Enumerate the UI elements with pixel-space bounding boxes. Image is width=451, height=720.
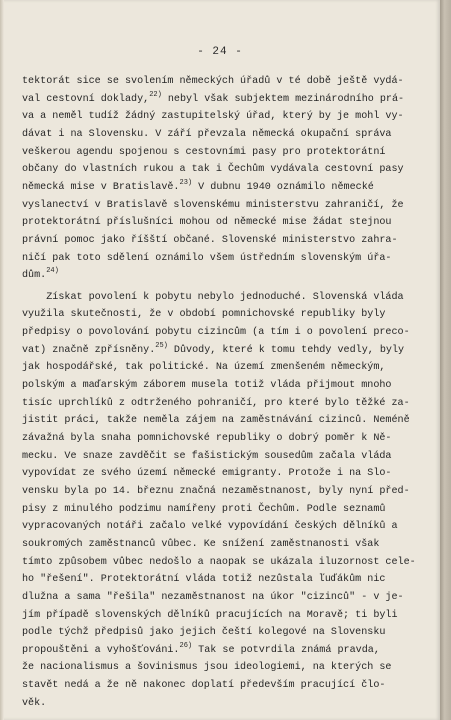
line-text: veškerou agendu spojenou s cestovními pasy pro protektorátní [22, 146, 386, 158]
text-line [22, 217, 392, 228]
line-text-continued: Tak se potvrdila známá pravda, [192, 644, 380, 656]
page-edge-stack [440, 0, 451, 720]
text-line [22, 327, 410, 338]
text-line [22, 235, 398, 246]
line-text: va a neměl tudíž žádný zastupitelský úřad, který by je mohl vy- [22, 111, 404, 123]
line-text: dům. [22, 270, 47, 282]
text-line [22, 504, 385, 515]
line-text: soukromých zaměstnanců vůbec. Ke snížení zaměstnanosti však [22, 538, 380, 550]
footnote-marker: 22) [149, 90, 162, 99]
line-text: ničí pak toto sdělení oznámilo všem ústředním slovenským úřa- [22, 252, 392, 264]
line-text: tisíc uprchlíků z odtrženého pohraničí, pro které bylo těžké za- [22, 397, 410, 409]
line-text: pisy z minulého podzimu namířeny proti Čechům. Podle seznamů [22, 503, 386, 515]
text-line [22, 292, 404, 303]
page-binding-shadow [0, 0, 4, 720]
text-line [22, 253, 392, 264]
text-line [22, 521, 398, 532]
line-text: vyslanectví v Bratislavě slovenskému ministerstvu zahraničí, že [22, 199, 404, 211]
line-text: mecku. Ve snaze zavděčit se fašistickým sousedům začala vláda [22, 450, 392, 462]
line-text: využila skutečnosti, že v období pomnichovské republiky byly [22, 309, 386, 321]
line-text-continued: nebyl však subjektem mezinárodního prá- [161, 93, 405, 105]
line-text: propouštěni a vyhošťováni. [22, 644, 180, 656]
line-text: věk. [22, 697, 47, 709]
text-line [22, 362, 385, 373]
line-text: val cestovní doklady, [22, 93, 150, 105]
text-line [22, 76, 404, 87]
line-text: občany do vlastních rukou a tak i Čechům vydávala cestovní pasy [22, 164, 404, 176]
text-line [22, 641, 380, 656]
text-line [22, 90, 405, 105]
text-line [22, 662, 392, 673]
text-line [22, 698, 46, 709]
text-line [22, 129, 392, 140]
line-text: vypracovaných notáři začalo velké vypovídání českých dělníků a [22, 521, 398, 533]
text-line [22, 680, 385, 691]
line-text: že nacionalismus a šovinismus jsou ideologiemi, na kterých se [22, 662, 392, 674]
text-line [22, 433, 392, 444]
text-line [22, 267, 59, 282]
line-text: tektorát sice se svolením německých úřadů v té době ještě vydá- [22, 76, 404, 87]
line-text: polským a maďarským záborem musela totiž vláda přijmout mnoho [22, 380, 392, 392]
footnote-marker: 25) [155, 341, 168, 350]
footnote-marker: 26) [179, 641, 193, 650]
line-text: jak hospodářské, tak politické. Na území zmenšeném německým, [22, 362, 386, 374]
text-line [22, 539, 379, 550]
footnote-marker: 23) [179, 178, 193, 187]
line-text: dávat i na Slovensku. V září převzala německá okupační správa [22, 128, 392, 140]
line-text: Získat povolení k pobytu nebylo jednoduché. Slovenská vláda [22, 291, 404, 303]
line-text: vat) značně zpřísněny. [22, 344, 156, 356]
line-text: stavět nedá a že ně nakonec doplatí především pracující člo- [22, 680, 386, 692]
text-line [22, 468, 392, 479]
text-line [22, 415, 410, 426]
line-text: podle týchž předpisů jako jejich čeští kolegové na Slovensku [22, 627, 386, 639]
text-line [22, 178, 374, 193]
line-text: německá mise v Bratislavě. [22, 181, 180, 193]
line-text: právní pomoc jako říšští občané. Slovenské ministerstvo zahra- [22, 234, 398, 246]
text-line [22, 309, 385, 320]
text-line [22, 111, 404, 122]
line-text: tímto způsobem vůbec nedošlo a naopak se ukázala iluzornost cele- [22, 556, 416, 568]
page-number: - 24 - [197, 46, 243, 58]
line-text: dlužna a sama "řešila" nezaměstnanost na úkor "cizinců" - v je- [22, 591, 404, 603]
text-line [22, 398, 410, 409]
text-line [22, 200, 404, 211]
line-text: jím případě slovenských dělníků pracujících na Moravě; ti byli [22, 609, 398, 621]
line-text: závažná byla snaha pomnichovské republiky o dobrý poměr k Ně- [22, 433, 392, 444]
line-text-continued: Důvody, které k tomu tehdy vedly, byly [167, 344, 405, 356]
text-line [22, 627, 385, 638]
footnote-marker: 24) [46, 267, 59, 276]
text-line [22, 592, 404, 603]
line-text: jistit práci, takže neměla zájem na zaměstnávání cizinců. Neméně [22, 415, 410, 427]
text-line [22, 557, 416, 568]
text-line [22, 610, 398, 621]
text-line [22, 380, 392, 391]
text-line [22, 486, 410, 497]
text-line [22, 341, 405, 356]
text-line [22, 574, 385, 585]
line-text: předpisy o povolování pobytu cizincům (a tím i o povolení preco- [22, 327, 410, 339]
line-text: vensku byla po 14. březnu značná nezaměstnanost, byly nyní před- [22, 485, 410, 497]
text-line [22, 451, 392, 462]
text-line [22, 164, 404, 175]
text-line [22, 147, 385, 158]
line-text: protektorátní příslušníci mohou od německé mise žádat stejnou [22, 217, 392, 229]
line-text-continued: V dubnu 1940 oznámilo německé [192, 181, 374, 193]
line-text: ho "řešení". Protektorátní vláda totiž nezůstala ľuďákům nic [22, 574, 386, 586]
line-text: vypovídat ze svého území německé emigranty. Protože i na Slo- [22, 468, 392, 480]
